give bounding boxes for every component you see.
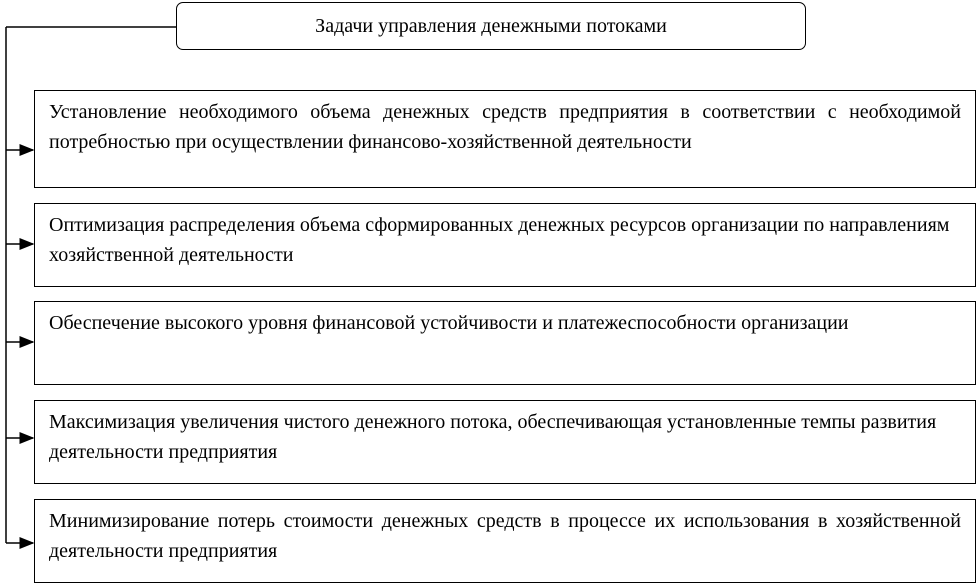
task-text-2: Оптимизация распределения объема сформированных денежных ресурсов организации по направлениям хозяйственной деятельности <box>49 214 950 266</box>
task-box-3 <box>34 301 976 385</box>
task-text-3: Обеспечение высокого уровня финансовой устойчивости и платежеспособности организации <box>49 312 849 334</box>
task-box-2 <box>34 203 976 287</box>
diagram-title: Задачи управления денежными потоками <box>315 14 667 37</box>
task-text-4: Максимизация увеличения чистого денежного потока, обеспечивающая установленные темпы развития деятельности предприятия <box>49 411 937 463</box>
task-box-5 <box>34 499 976 583</box>
task-text-5: Минимизирование потерь стоимости денежных средств в процессе их использования в хозяйственной деятельности предприятия <box>49 510 961 562</box>
task-text-1: Установление необходимого объема денежных средств предприятия в соответствии с необходимой потребностью при осуществлении финансово-хозяйственной деятельности <box>49 101 961 153</box>
task-box-4 <box>34 400 976 484</box>
diagram-title-box <box>176 2 806 50</box>
task-box-1 <box>34 90 976 188</box>
